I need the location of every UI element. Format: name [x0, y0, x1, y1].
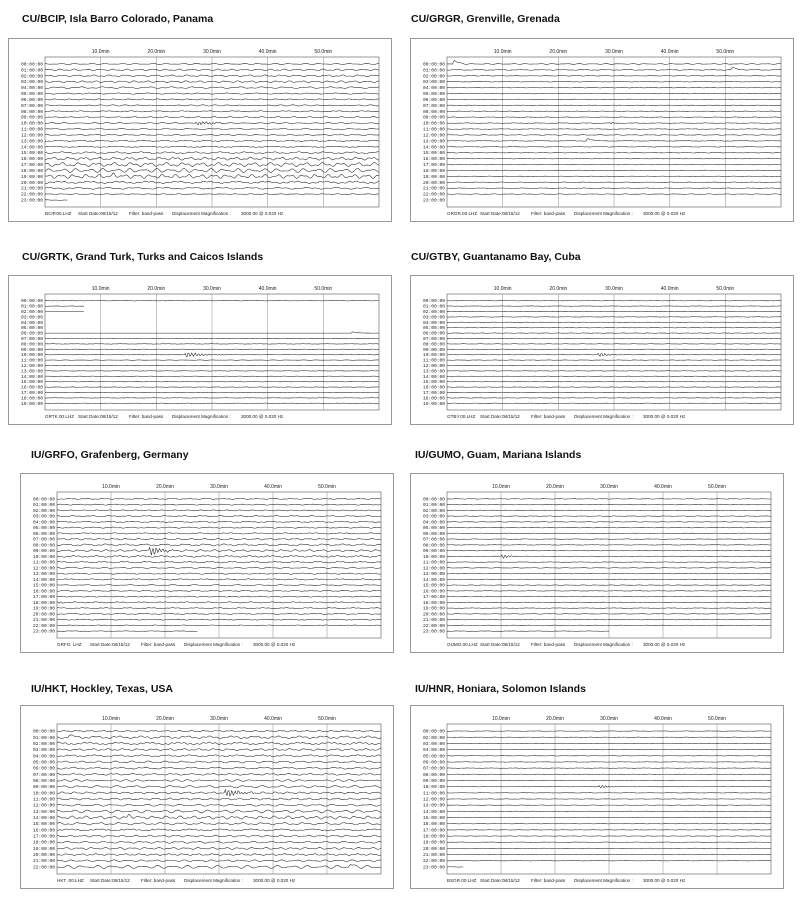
- hour-label: 02:00:00: [422, 508, 445, 514]
- minute-tick-label: 30.0min: [605, 49, 623, 55]
- hour-label: 13:00:00: [20, 139, 43, 145]
- footer-magnification-label: Displacement Magnification :: [172, 211, 231, 216]
- minute-tick-label: 10.0min: [102, 484, 120, 490]
- hour-label: 09:00:00: [32, 549, 55, 555]
- minute-tick-label: 40.0min: [654, 716, 672, 722]
- minute-tick-label: 30.0min: [600, 716, 618, 722]
- hour-label: 21:00:00: [32, 618, 55, 624]
- hour-label: 17:00:00: [32, 595, 55, 601]
- hour-label: 20:00:00: [32, 612, 55, 618]
- hour-label: 14:00:00: [20, 145, 43, 151]
- hour-label: 09:00:00: [422, 115, 445, 121]
- hour-label: 15:00:00: [422, 583, 445, 589]
- hour-label: 12:00:00: [422, 566, 445, 572]
- footer-start-date: Start Date:08/15/12: [480, 211, 520, 216]
- hour-label: 05:00:00: [20, 92, 43, 98]
- hour-label: 14:00:00: [32, 816, 55, 822]
- hour-label: 14:00:00: [32, 577, 55, 583]
- minute-tick-label: 10.0min: [91, 49, 110, 55]
- hour-label: 18:00:00: [20, 168, 43, 174]
- helicorder-chart-hkt: [21, 706, 393, 888]
- minute-tick-label: 20.0min: [549, 286, 568, 292]
- seismogram-trace: [447, 194, 781, 195]
- footer-magnification-value: 3000.00 @ 0.020 Hz: [643, 642, 686, 647]
- minute-tick-label: 30.0min: [210, 484, 228, 490]
- hour-label: 20:00:00: [422, 846, 445, 852]
- hour-label: 06:00:00: [422, 97, 445, 103]
- hour-label: 01:00:00: [20, 68, 43, 74]
- footer-channel: GUMO.00.LHZ: [447, 642, 478, 647]
- hour-label: 18:00:00: [422, 834, 445, 840]
- hour-label: 06:00:00: [32, 531, 55, 537]
- hour-label: 06:00:00: [422, 331, 445, 337]
- hour-label: 00:00:00: [20, 62, 43, 68]
- hour-label: 15:00:00: [20, 151, 43, 157]
- hour-label: 16:00:00: [32, 828, 55, 834]
- hour-label: 11:00:00: [422, 358, 445, 364]
- station-title-grfo: IU/GRFO, Grafenberg, Germany: [31, 449, 189, 461]
- footer-start-date: Start Date:08/15/12: [78, 211, 118, 216]
- hour-label: 10:00:00: [422, 121, 445, 127]
- minute-tick-label: 10.0min: [493, 286, 512, 292]
- minute-tick-label: 20.0min: [546, 484, 564, 490]
- seismogram-trace: [447, 135, 781, 136]
- hour-label: 13:00:00: [422, 803, 445, 809]
- hour-label: 05:00:00: [422, 526, 445, 532]
- hour-label: 00:00:00: [422, 497, 445, 503]
- station-title-bcip: CU/BCIP, Isla Barro Colorado, Panama: [22, 13, 214, 25]
- hour-label: 16:00:00: [20, 157, 43, 163]
- hour-label: 08:00:00: [422, 342, 445, 348]
- hour-label: 10:00:00: [32, 791, 55, 797]
- hour-label: 04:00:00: [32, 520, 55, 526]
- hour-label: 09:00:00: [422, 347, 445, 353]
- hour-label: 07:00:00: [20, 103, 43, 109]
- hour-label: 21:00:00: [422, 618, 445, 624]
- footer-start-date: Start Date:08/15/12: [78, 414, 118, 419]
- footer-filter: Filter: band-pass: [531, 211, 566, 216]
- hour-label: 11:00:00: [20, 358, 43, 364]
- hour-label: 00:00:00: [32, 729, 55, 735]
- hour-label: 15:00:00: [422, 816, 445, 822]
- hour-label: 12:00:00: [422, 133, 445, 139]
- footer-magnification-label: Displacement Magnification :: [574, 414, 633, 419]
- hour-label: 01:00:00: [20, 304, 43, 310]
- hour-label: 01:00:00: [422, 68, 445, 74]
- hour-label: 17:00:00: [32, 834, 55, 840]
- hour-label: 07:00:00: [422, 537, 445, 543]
- hour-label: 16:00:00: [20, 385, 43, 391]
- hour-label: 16:00:00: [32, 589, 55, 595]
- hour-label: 09:00:00: [32, 785, 55, 791]
- hour-label: 10:00:00: [20, 353, 43, 359]
- hour-label: 13:00:00: [20, 369, 43, 375]
- hour-label: 09:00:00: [422, 549, 445, 555]
- helicorder-panel-grgr: [410, 38, 794, 222]
- station-title-grgr: CU/GRGR, Grenville, Grenada: [411, 13, 560, 25]
- helicorder-chart-bcip: [9, 39, 391, 221]
- hour-label: 23:00:00: [422, 198, 445, 204]
- seismogram-trace: [447, 164, 781, 165]
- hour-label: 13:00:00: [422, 572, 445, 578]
- hour-label: 14:00:00: [422, 374, 445, 380]
- hour-label: 16:00:00: [422, 157, 445, 163]
- hour-label: 00:00:00: [20, 299, 43, 305]
- hour-label: 16:00:00: [422, 589, 445, 595]
- hour-label: 01:00:00: [422, 304, 445, 310]
- hour-label: 14:00:00: [422, 145, 445, 151]
- hour-label: 00:00:00: [32, 497, 55, 503]
- hour-label: 12:00:00: [20, 133, 43, 139]
- hour-label: 04:00:00: [20, 86, 43, 92]
- minute-tick-label: 40.0min: [654, 484, 672, 490]
- footer-filter: Filter: band-pass: [141, 878, 176, 883]
- seismogram-trace: [57, 631, 197, 632]
- hour-label: 20:00:00: [422, 612, 445, 618]
- hour-label: 02:00:00: [422, 74, 445, 80]
- station-title-hnr: IU/HNR, Honiara, Solomon Islands: [415, 683, 586, 695]
- hour-label: 17:00:00: [20, 391, 43, 396]
- footer-filter: Filter: band-pass: [531, 414, 566, 419]
- hour-label: 17:00:00: [422, 828, 445, 834]
- hour-label: 18:00:00: [422, 396, 445, 402]
- hour-label: 18:00:00: [422, 600, 445, 606]
- hour-label: 11:00:00: [422, 791, 445, 797]
- hour-label: 09:00:00: [20, 347, 43, 353]
- minute-tick-label: 50.0min: [716, 49, 735, 55]
- hour-label: 17:00:00: [422, 595, 445, 601]
- helicorder-panel-bcip: [8, 38, 392, 222]
- hour-label: 19:00:00: [20, 174, 43, 180]
- hour-label: 22:00:00: [20, 192, 43, 198]
- hour-label: 07:00:00: [32, 772, 55, 778]
- helicorder-panel-gumo: [410, 473, 784, 653]
- hour-label: 10:00:00: [422, 554, 445, 560]
- seismogram-trace: [447, 129, 781, 130]
- station-title-hkt: IU/HKT, Hockley, Texas, USA: [31, 683, 173, 695]
- hour-label: 20:00:00: [20, 180, 43, 186]
- minute-tick-label: 40.0min: [258, 286, 277, 292]
- hour-label: 17:00:00: [422, 163, 445, 169]
- hour-label: 06:00:00: [20, 331, 43, 337]
- hour-label: 01:00:00: [422, 503, 445, 509]
- footer-magnification-value: 3000.00 @ 0.020 Hz: [643, 211, 686, 216]
- footer-filter: Filter: band-pass: [129, 414, 164, 419]
- helicorder-chart-gumo: [411, 474, 783, 652]
- footer-magnification-label: Displacement Magnification :: [574, 642, 633, 647]
- hour-label: 11:00:00: [32, 560, 55, 566]
- hour-label: 05:00:00: [422, 326, 445, 332]
- footer-magnification-label: Displacement Magnification :: [184, 878, 243, 883]
- minute-tick-label: 30.0min: [600, 484, 618, 490]
- minute-tick-label: 40.0min: [264, 484, 282, 490]
- footer-start-date: Start Date:08/15/12: [90, 878, 130, 883]
- hour-label: 16:00:00: [422, 822, 445, 828]
- footer-filter: Filter: band-pass: [531, 642, 566, 647]
- hour-label: 20:00:00: [32, 853, 55, 859]
- hour-label: 03:00:00: [32, 514, 55, 520]
- hour-label: 06:00:00: [422, 531, 445, 537]
- hour-label: 15:00:00: [422, 380, 445, 386]
- hour-label: 06:00:00: [32, 766, 55, 772]
- footer-channel: BSGR.00.LHZ: [447, 878, 477, 883]
- hour-label: 12:00:00: [422, 797, 445, 803]
- hour-label: 18:00:00: [422, 168, 445, 174]
- minute-tick-label: 20.0min: [156, 484, 174, 490]
- hour-label: 12:00:00: [32, 803, 55, 809]
- minute-tick-label: 50.0min: [314, 49, 333, 55]
- minute-tick-label: 10.0min: [493, 49, 512, 55]
- footer-magnification-value: 3000.00 @ 0.020 Hz: [241, 414, 284, 419]
- hour-label: 22:00:00: [422, 623, 445, 629]
- hour-label: 15:00:00: [422, 151, 445, 157]
- hour-label: 22:00:00: [32, 865, 55, 871]
- footer-channel: GRGR.00.LHZ: [447, 211, 478, 216]
- hour-label: 03:00:00: [422, 315, 445, 321]
- hour-label: 17:00:00: [20, 163, 43, 169]
- hour-label: 10:00:00: [32, 554, 55, 560]
- hour-label: 11:00:00: [422, 127, 445, 133]
- hour-label: 04:00:00: [422, 320, 445, 326]
- footer-magnification-label: Displacement Magnification :: [574, 878, 633, 883]
- minute-tick-label: 20.0min: [549, 49, 568, 55]
- hour-label: 09:00:00: [422, 778, 445, 784]
- hour-label: 13:00:00: [422, 139, 445, 145]
- minute-tick-label: 30.0min: [605, 286, 623, 292]
- helicorder-chart-gtby: [411, 276, 793, 424]
- helicorder-chart-grfo: [21, 474, 393, 652]
- hour-label: 18:00:00: [32, 600, 55, 606]
- hour-label: 10:00:00: [20, 121, 43, 127]
- hour-label: 03:00:00: [20, 80, 43, 86]
- hour-label: 06:00:00: [20, 97, 43, 103]
- hour-label: 01:00:00: [32, 503, 55, 509]
- footer-channel: BCIP.00.LHZ: [45, 211, 72, 216]
- seismogram-trace: [45, 200, 67, 201]
- hour-label: 22:00:00: [422, 859, 445, 865]
- hour-label: 13:00:00: [422, 369, 445, 375]
- hour-label: 03:00:00: [32, 748, 55, 754]
- minute-tick-label: 40.0min: [660, 286, 679, 292]
- hour-label: 02:00:00: [32, 508, 55, 514]
- hour-label: 04:00:00: [422, 748, 445, 754]
- hour-label: 02:00:00: [32, 741, 55, 747]
- footer-filter: Filter: band-pass: [531, 878, 566, 883]
- seismogram-trace: [447, 99, 781, 100]
- hour-label: 19:00:00: [32, 606, 55, 612]
- hour-label: 11:00:00: [32, 797, 55, 803]
- hour-label: 18:00:00: [32, 840, 55, 846]
- minute-tick-label: 20.0min: [147, 286, 166, 292]
- station-title-grtk: CU/GRTK, Grand Turk, Turks and Caicos Islands: [22, 251, 264, 263]
- hour-label: 21:00:00: [20, 186, 43, 192]
- helicorder-panel-hkt: [20, 705, 394, 889]
- station-title-gumo: IU/GUMO, Guam, Mariana Islands: [415, 449, 582, 461]
- hour-label: 09:00:00: [20, 115, 43, 121]
- hour-label: 20:00:00: [422, 180, 445, 186]
- minute-tick-label: 50.0min: [314, 286, 333, 292]
- hour-label: 07:00:00: [422, 103, 445, 109]
- hour-label: 22:00:00: [32, 623, 55, 629]
- hour-label: 08:00:00: [422, 109, 445, 115]
- footer-magnification-value: 3000.00 @ 0.020 Hz: [241, 211, 284, 216]
- minute-tick-label: 50.0min: [708, 484, 726, 490]
- minute-tick-label: 50.0min: [318, 716, 336, 722]
- hour-label: 21:00:00: [32, 859, 55, 865]
- hour-label: 12:00:00: [32, 566, 55, 572]
- footer-magnification-value: 3000.00 @ 0.020 Hz: [253, 642, 296, 647]
- hour-label: 12:00:00: [422, 364, 445, 369]
- helicorder-chart-grgr: [411, 39, 793, 221]
- hour-label: 02:00:00: [422, 310, 445, 315]
- hour-label: 08:00:00: [20, 109, 43, 115]
- hour-label: 19:00:00: [422, 174, 445, 180]
- hour-label: 07:00:00: [20, 337, 43, 342]
- footer-start-date: Start Date:08/15/12: [480, 878, 520, 883]
- hour-label: 10:00:00: [422, 785, 445, 791]
- station-title-gtby: CU/GTBY, Guantanamo Bay, Cuba: [411, 251, 581, 263]
- hour-label: 00:00:00: [422, 62, 445, 68]
- hour-label: 23:00:00: [422, 865, 445, 871]
- minute-tick-label: 50.0min: [716, 286, 735, 292]
- hour-label: 13:00:00: [32, 572, 55, 578]
- hour-label: 08:00:00: [32, 543, 55, 549]
- hour-label: 05:00:00: [20, 326, 43, 332]
- hour-label: 14:00:00: [422, 577, 445, 583]
- minute-tick-label: 10.0min: [492, 484, 510, 490]
- hour-label: 07:00:00: [422, 766, 445, 772]
- footer-magnification-value: 3000.00 @ 0.020 Hz: [643, 414, 686, 419]
- hour-label: 19:00:00: [422, 401, 445, 407]
- hour-label: 04:00:00: [422, 520, 445, 526]
- helicorder-chart-grtk: [9, 276, 391, 424]
- minute-tick-label: 30.0min: [203, 286, 221, 292]
- footer-filter: Filter: band-pass: [141, 642, 176, 647]
- hour-label: 19:00:00: [32, 846, 55, 852]
- seismogram-trace: [447, 117, 781, 118]
- minute-tick-label: 40.0min: [660, 49, 679, 55]
- hour-label: 06:00:00: [422, 760, 445, 766]
- minute-tick-label: 10.0min: [91, 286, 110, 292]
- footer-start-date: Start Date:08/15/12: [480, 642, 520, 647]
- hour-label: 15:00:00: [20, 380, 43, 386]
- footer-channel: GRTK.00.LHZ: [45, 414, 75, 419]
- footer-filter: Filter: band-pass: [129, 211, 164, 216]
- minute-tick-label: 50.0min: [318, 484, 336, 490]
- footer-channel: GTBY.00.LHZ: [447, 414, 476, 419]
- hour-label: 14:00:00: [422, 809, 445, 815]
- footer-magnification-value: 3000.00 @ 0.020 Hz: [253, 878, 296, 883]
- footer-magnification-label: Displacement Magnification :: [184, 642, 243, 647]
- footer-start-date: Start Date:08/15/12: [480, 414, 520, 419]
- hour-label: 23:00:00: [422, 629, 445, 635]
- hour-label: 03:00:00: [422, 514, 445, 520]
- minute-tick-label: 20.0min: [546, 716, 564, 722]
- hour-label: 04:00:00: [422, 86, 445, 92]
- footer-channel: HKT .00.LHZ: [57, 878, 84, 883]
- hour-label: 15:00:00: [32, 822, 55, 828]
- minute-tick-label: 50.0min: [708, 716, 726, 722]
- hour-label: 02:00:00: [20, 74, 43, 80]
- hour-label: 13:00:00: [32, 809, 55, 815]
- hour-label: 08:00:00: [20, 342, 43, 348]
- helicorder-panel-grfo: [20, 473, 394, 653]
- hour-label: 23:00:00: [32, 629, 55, 635]
- minute-tick-label: 40.0min: [264, 716, 282, 722]
- seismogram-trace: [447, 176, 781, 177]
- minute-tick-label: 20.0min: [156, 716, 174, 722]
- helicorder-chart-hnr: [411, 706, 783, 888]
- hour-label: 10:00:00: [422, 353, 445, 359]
- minute-tick-label: 20.0min: [147, 49, 166, 55]
- hour-label: 21:00:00: [422, 186, 445, 192]
- hour-label: 16:00:00: [422, 385, 445, 391]
- hour-label: 14:00:00: [20, 374, 43, 380]
- hour-label: 04:00:00: [20, 320, 43, 326]
- hour-label: 19:00:00: [422, 840, 445, 846]
- helicorder-panel-hnr: [410, 705, 784, 889]
- footer-magnification-label: Displacement Magnification :: [574, 211, 633, 216]
- hour-label: 07:00:00: [32, 537, 55, 543]
- hour-label: 05:00:00: [32, 760, 55, 766]
- hour-label: 05:00:00: [422, 754, 445, 760]
- hour-label: 11:00:00: [422, 560, 445, 566]
- hour-label: 01:00:00: [32, 735, 55, 741]
- minute-tick-label: 30.0min: [210, 716, 228, 722]
- hour-label: 00:00:00: [422, 299, 445, 305]
- hour-label: 15:00:00: [32, 583, 55, 589]
- hour-label: 23:00:00: [20, 198, 43, 204]
- seismogram-trace: [447, 147, 781, 148]
- hour-label: 07:00:00: [422, 337, 445, 342]
- hour-label: 08:00:00: [422, 543, 445, 549]
- hour-label: 03:00:00: [20, 315, 43, 321]
- hour-label: 19:00:00: [20, 401, 43, 407]
- hour-label: 22:00:00: [422, 192, 445, 198]
- hour-label: 17:00:00: [422, 391, 445, 396]
- minute-tick-label: 40.0min: [258, 49, 277, 55]
- hour-label: 18:00:00: [20, 396, 43, 402]
- hour-label: 11:00:00: [20, 127, 43, 133]
- footer-magnification-value: 3000.00 @ 0.020 Hz: [643, 878, 686, 883]
- hour-label: 00:00:00: [422, 729, 445, 735]
- footer-magnification-label: Displacement Magnification :: [172, 414, 231, 419]
- minute-tick-label: 10.0min: [102, 716, 120, 722]
- minute-tick-label: 30.0min: [203, 49, 221, 55]
- hour-label: 19:00:00: [422, 606, 445, 612]
- hour-label: 05:00:00: [422, 92, 445, 98]
- seismogram-trace: [447, 158, 781, 159]
- hour-label: 12:00:00: [20, 364, 43, 369]
- helicorder-panel-grtk: [8, 275, 392, 425]
- hour-label: 21:00:00: [422, 853, 445, 859]
- hour-label: 05:00:00: [32, 526, 55, 532]
- footer-start-date: Start Date:08/15/12: [90, 642, 130, 647]
- hour-label: 02:00:00: [422, 735, 445, 741]
- hour-label: 08:00:00: [422, 772, 445, 778]
- hour-label: 03:00:00: [422, 80, 445, 86]
- helicorder-panel-gtby: [410, 275, 794, 425]
- hour-label: 04:00:00: [32, 754, 55, 760]
- minute-tick-label: 10.0min: [492, 716, 510, 722]
- hour-label: 03:00:00: [422, 741, 445, 747]
- hour-label: 02:00:00: [20, 310, 43, 315]
- footer-channel: GRFO. LHZ: [57, 642, 82, 647]
- hour-label: 08:00:00: [32, 778, 55, 784]
